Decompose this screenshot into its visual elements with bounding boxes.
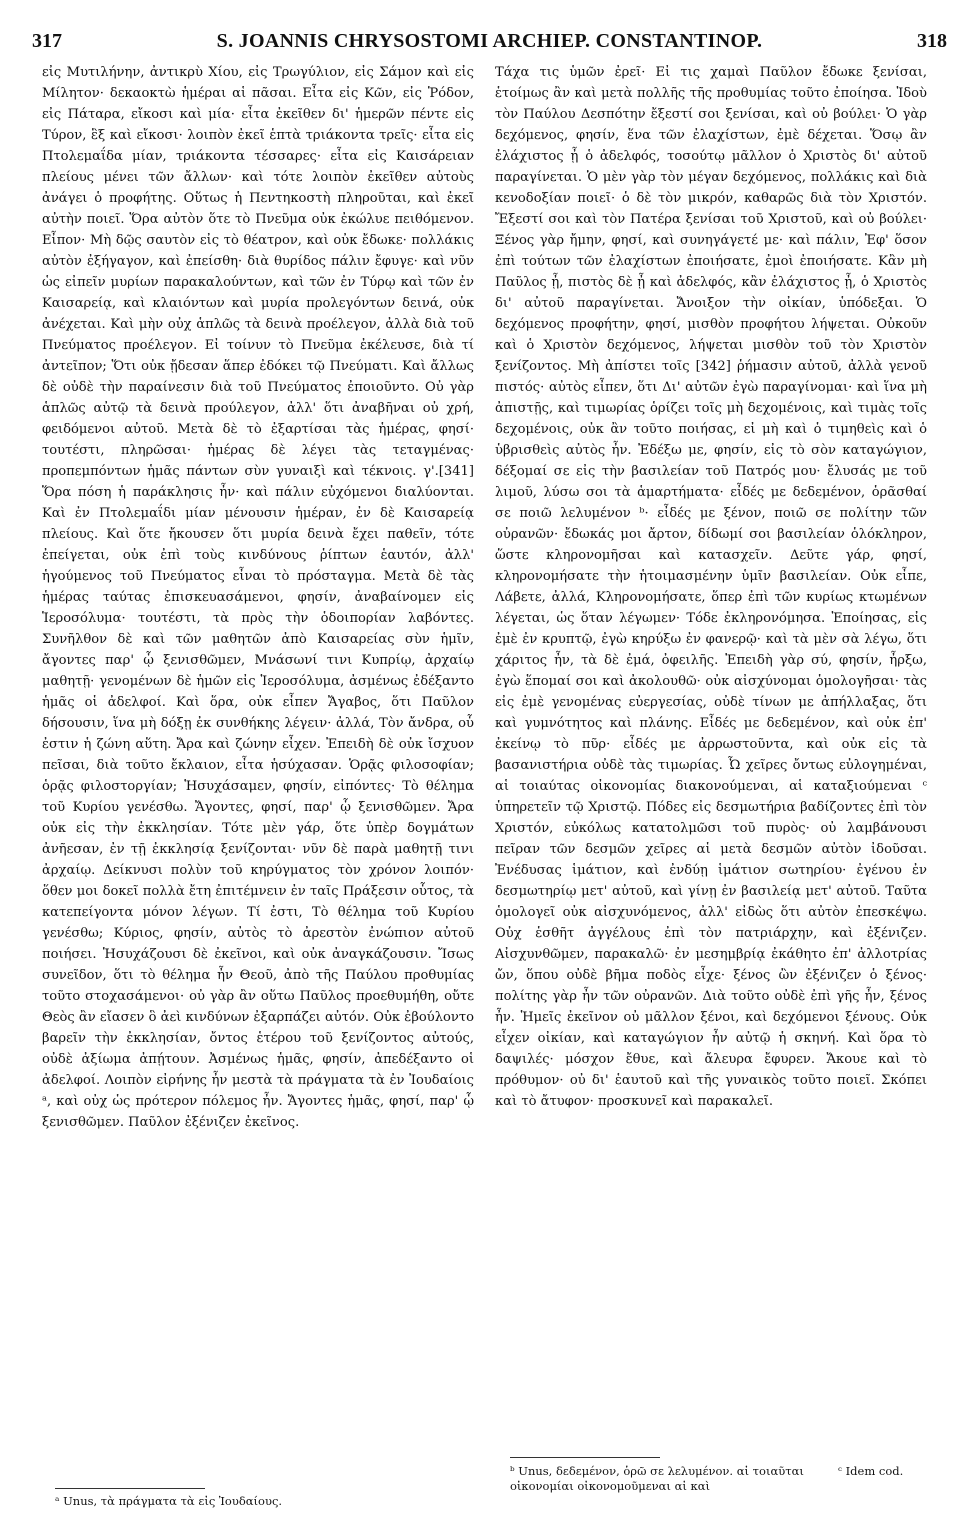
footnote-a: ᵃ Unus, τὰ πράγματα τὰ εἰς Ἰουδαίους. — [55, 1494, 283, 1508]
left-column — [42, 62, 474, 1133]
right-column — [495, 62, 927, 1112]
left-column-text: εἰς Μυτιλήνην, ἀντικρὺ Χίου, εἰς Τρωγύλιον, εἰς Σάμον καὶ εἰς Μίλητον· δεκαοκτὼ ἡμέραι αἱ πᾶσαι. Εἶτα εἰς Κῶν, εἰς Ῥόδον, εἰς Πάταρα, εἴκοσι καὶ μία· εἶτα ἐκεῖθεν δι' ἡμερῶν πέντε εἰς Τύρον, ἓξ καὶ εἴκοσι· λοιπὸν ἐκεῖ ἑπτὰ τριάκοντα τρεῖς· εἶτα εἰς Πτολεμαΐδα μίαν, τριάκοντα τέσσαρες· εἶτα εἰς Καισάρειαν πλείους μένει τῶν ἄλλων· καὶ τότε λοιπὸν ἐκεῖθεν αὐτοὺς ἀνάγει ὁ προφήτης. Οὕτως ἡ Πεντηκοστὴ πληροῦται, καὶ ἐκεῖ αὐτὴν ποιεῖ. Ὅρα αὐτὸν ὅτε τὸ Πνεῦμα οὐκ ἐκώλυε πειθόμενον. Εἶπον· Μὴ δῷς σαυτὸν εἰς τὸ θέατρον, καὶ οὐκ ἔδωκε· πολλάκις αὐτὸν ἐξήγαγον, καὶ ἐπείσθη· διὰ θυρίδος πάλιν ἔφυγε· καὶ νῦν ὡς εἰπεῖν μυρίων παρακαλούντων, καὶ τῶν ἐν Τύρῳ καὶ τῶν ἐν Καισαρείᾳ, καὶ κλαιόντων καὶ μυρία προλεγόντων δεινά, οὐκ ἀνέχεται. Καὶ μὴν οὐχ ἁπλῶς τὰ δεινὰ προέλεγον, ἀλλὰ διὰ τοῦ Πνεύματος προέλεγον. Εἰ τοίνυν τὸ Πνεῦμα ἐκέλευσε, διὰ τί ἀντεῖπον; Ὅτι οὐκ ᾔδεσαν ἅπερ ἐδόκει τῷ Πνεύματι. Καὶ ἄλλως δὲ οὐδὲ τὴν παραίνεσιν διὰ τοῦ Πνεύματος ἐποιοῦντο. Οὐ γὰρ ἁπλῶς αὐτῷ τὰ δεινὰ προύλεγον, ἀλλ' ὅτι ἀναβῆναι οὐ χρή, φειδόμενοι αὐτοῦ. Μετὰ δὲ τὸ ἐξαρτίσαι τὰς ἡμέρας, φησί· τουτέστι, πληρῶσαι· ἡμέρας δὲ λέγει τὰς τεταγμένας· προπεμπόντων ἡμᾶς πάντων σὺν γυναιξὶ καὶ τέκνοις. γ'.[341] Ὅρα πόση ἡ παράκλησις ἦν· καὶ πάλιν εὐχόμενοι διαλύονται. Καὶ ἐν Πτολεμαΐδι μίαν μένουσιν ἡμέραν, ἐν δὲ Καισαρείᾳ πλείους. Καὶ ὅτε ἤκουσεν ὅτι μυρία δεινὰ ἔχει παθεῖν, τότε ἐπείγεται, οὐκ ἐπὶ τοὺς κινδύνους ῥίπτων ἑαυτόν, ἀλλ' ἡγούμενος τοῦ Πνεύματος εἶναι τὸ πρόσταγμα. Μετὰ δὲ τὰς ἡμέρας ταύτας ἐπισκευασάμενοι, φησίν, ἀναβαίνομεν εἰς Ἱεροσόλυμα· τουτέστι, τὰ πρὸς τὴν ὁδοιπορίαν λαβόντες. Συνῆλθον δὲ καὶ τῶν μαθητῶν ἀπὸ Καισαρείας σὺν ἡμῖν, ἄγοντες παρ' ᾧ ξενισθῶμεν, Μνάσωνί τινι Κυπρίῳ, ἀρχαίῳ μαθητῇ· γενομένων δὲ ἡμῶν εἰς Ἱεροσόλυμα, ἀσμένως ἐδέξαντο ἡμᾶς οἱ ἀδελφοί. Καὶ ὅρα, οὐκ εἶπεν Ἄγαβος, ὅτι Παῦλον δήσουσιν, ἵνα μὴ δόξῃ ἐκ συνθήκης λέγειν· ἀλλά, Τὸν ἄνδρα, οὗ ἐστιν ἡ ζώνη αὕτη. Ἄρα καὶ ζώνην εἶχεν. Ἐπειδὴ δὲ οὐκ ἴσχυον πεῖσαι, διὰ τοῦτο ἔκλαιον, εἶτα ἡσύχασαν. Ὁρᾷς φιλοσοφίαν; ὁρᾷς φιλοστοργίαν; Ἡσυχάσαμεν, φησίν, εἰπόντες· Τὸ θέλημα τοῦ Κυρίου γενέσθω. Ἄγοντες, φησί, παρ' ᾧ ξενισθῶμεν. Ἄρα οὐκ εἰς τὴν ἐκκλησίαν. Τότε μὲν γάρ, ὅτε ὑπὲρ δογμάτων ἀνῆεσαν, ἐν τῇ ἐκκλησίᾳ ξενίζονται· νῦν δὲ παρὰ μαθητῇ τινι ἀρχαίῳ. Δείκνυσι πολὺν τοῦ κηρύγματος τὸν χρόνον λοιπόν· ὅθεν μοι δοκεῖ πολλὰ ἔτη ἐπιτέμνειν ἐν ταῖς Πράξεσιν οὗτος, τὰ κατεπείγοντα μόνον λέγων. Τί ἐστι, Τὸ θέλημα τοῦ Κυρίου γενέσθω; Κύριος, φησίν, αὐτὸς τὸ ἀρεστὸν ἐνώπιον αὐτοῦ ποιήσει. Ἡσυχάζουσι δὲ ἐκεῖνοι, καὶ οὐκ ἀναγκάζουσιν. Ἴσως συνεῖδον, ὅτι τὸ θέλημα ἦν Θεοῦ, ἀπὸ τῆς Παύλου προθυμίας τοῦτο στοχασάμενοι· οὐ γὰρ ἂν οὕτω Παῦλος προεθυμήθη, οὔτε Θεὸς ἂν εἴασεν ὃ ἀεὶ κινδύνων ἐξαρπάζει αὐτόν. Οὐκ ἐβούλοντο βαρεῖν τὴν ἐκκλησίαν, ὄντος ἑτέρου τοῦ ξενίζοντος αὐτούς, οὐδὲ ἀξίωμα ἀπῄτουν. Ἀσμένως ἡμᾶς, φησίν, ἀπεδέξαντο οἱ ἀδελφοί. Λοιπὸν εἰρήνης ἦν μεστὰ τὰ πράγματα τὰ ἐν Ἰουδαίοις ᵃ, καὶ οὐχ ὡς πρότερον πόλεμος ἦν. Ἄγοντες ἡμᾶς, φησί, παρ' ᾧ ξενισθῶμεν. Παῦλον ἐξένιζεν ἐκεῖνος. — [42, 65, 474, 1130]
footnote-c — [822, 1464, 942, 1479]
footnote-rule-left — [55, 1488, 205, 1489]
footnote-c-text: ᶜ Idem cod. — [838, 1464, 904, 1478]
footnote-b: ᵇ Unus, δεδεμένον, ὁρῶ σε λελυμένον. αἱ τοιαῦται οἰκονομίαι οἰκονομοῦμεναι αἱ καὶ — [510, 1464, 804, 1493]
page-number-right: 318 — [917, 30, 947, 52]
running-header — [32, 30, 947, 58]
footnote-rule-right — [510, 1457, 660, 1458]
page-number-left: 317 — [32, 30, 62, 52]
running-title: S. JOANNIS CHRYSOSTOMI ARCHIEP. CONSTANTINOP. — [216, 30, 763, 52]
right-column-text: Τάχα τις ὑμῶν ἐρεῖ· Εἰ τις χαμαὶ Παῦλον ἔδωκε ξενίσαι, ἑτοίμως ἂν καὶ μετὰ πολλῆς τῆς προθυμίας τοῦτο ἐποίησα. Ἰδοὺ τὸν Παύλου Δεσπότην ἔξεστί σοι ξενίσαι, καὶ οὐ βούλει· Ὁ γὰρ δεχόμενος, φησίν, ἕνα τῶν ἐλαχίστων, ἐμὲ δέχεται. Ὅσῳ ἂν ἐλάχιστος ᾖ ὁ ἀδελφός, τοσούτῳ μᾶλλον ὁ Χριστὸς δι' αὐτοῦ παραγίνεται. Ὁ μὲν γὰρ τὸν μέγαν δεχόμενος, πολλάκις καὶ διὰ κενοδοξίαν ποιεῖ· ὁ δὲ τὸν μικρόν, καθαρῶς διὰ τὸν Χριστόν. Ἔξεστί σοι καὶ τὸν Πατέρα ξενίσαι τοῦ Χριστοῦ, καὶ οὐ βούλει· Ξένος γὰρ ἤμην, φησί, καὶ συνηγάγετέ με· καὶ πάλιν, Ἐφ' ὅσον ἐπὶ τούτων τῶν ἐλαχίστων ἐποιήσατε, ἐμοὶ ἐποιήσατε. Κἂν μὴ Παῦλος ᾖ, πιστὸς δὲ ᾖ καὶ ἀδελφός, κἂν ἐλάχιστος ᾖ, ὁ Χριστὸς δι' αὐτοῦ παραγίνεται. Ἄνοιξον τὴν οἰκίαν, ὑπόδεξαι. Ὁ δεχόμενος προφήτην, φησί, μισθὸν προφήτου λήψεται. Οὐκοῦν καὶ ὁ Χριστὸν δεχόμενος, λήψεται μισθὸν τοῦ τὸν Χριστὸν ξενίζοντος. Μὴ ἀπίστει τοῖς [342] ῥήμασιν αὐτοῦ, ἀλλὰ γενοῦ πιστός· αὐτὸς εἶπεν, ὅτι Δι' αὐτῶν ἐγὼ παραγίνομαι· καὶ ἵνα μὴ ἀπιστῇς, καὶ τιμωρίας ὁρίζει τοῖς μὴ δεχομένοις, καὶ τιμὰς τοῖς δεχομένοις, οὐκ ἂν τοῦτο ποιήσας, εἰ μὴ καὶ ὁ τιμηθεὶς καὶ ὁ ὑβρισθεὶς αὐτὸς ἦν. Ἐδέξω με, φησίν, εἰς τὸ σὸν καταγώγιον, δέξομαί σε εἰς τὴν βασιλείαν τοῦ Πατρός μου· ἔλυσάς με τοῦ λιμοῦ, λύσω σοι τὰ ἁμαρτήματα· εἶδές με δεδεμένον, ὁρᾶσθαί σε ποιῶ λελυμένον ᵇ· εἶδές με ξένον, ποιῶ σε πολίτην τῶν οὐρανῶν· ἔδωκάς μοι ἄρτον, δίδωμί σοι βασιλείαν ὁλόκληρον, ὥστε κληρονομῆσαι καὶ κατασχεῖν. Δεῦτε γάρ, φησί, κληρονομήσατε τὴν ἡτοιμασμένην ὑμῖν βασιλείαν. Οὐκ εἶπε, Λάβετε, ἀλλά, Κληρονομήσατε, ὅπερ ἐπὶ τῶν κυρίως κτωμένων λέγεται, ὡς ὅταν λέγωμεν· Τόδε ἐκληρονόμησα. Ἐποίησας, εἰς ἐμὲ ἐν κρυπτῷ, ἐγὼ κηρύξω ἐν φανερῷ· καὶ τὰ μὲν σὰ λέγω, ὅτι χάριτος ἦν, τὰ δὲ ἐμά, ὀφειλῆς. Ἐπειδὴ γὰρ σύ, φησίν, ἦρξω, ἐγὼ ἕπομαί σοι καὶ ἀκολουθῶ· οὐκ αἰσχύνομαι ὁμολογῆσαι· τὰς εἰς ἐμὲ γενομένας εὐεργεσίας, οὐδὲ τίνων με ἀπήλλαξας, ὅτι καὶ γυμνότητος καὶ πλάνης. Εἶδές με δεδεμένον, καὶ οὐκ ἐπ' ἐκείνῳ τὸ πῦρ· εἶδές με ἀρρωστοῦντα, καὶ οὐκ εἰς τὰ βασανιστήρια οὐδὲ τὰς τιμωρίας. Ὦ χεῖρες ὄντως εὐλογημέναι, αἱ τοιαύτας οἰκονομίας διακονούμεναι, αἱ καταξιούμεναι ᶜ ὑπηρετεῖν τῷ Χριστῷ. Πόδες εἰς δεσμωτήρια βαδίζοντες ἐπὶ τὸν Χριστόν, εὐκόλως κατατολμῶσι τοῦ πυρὸς· οὐ λαμβάνουσι πεῖραν τῶν δεσμῶν χεῖρες αἱ μετὰ δεσμῶν αὐτὸν ἰδοῦσαι. Ἐνέδυσας ἱμάτιον, καὶ ἐνδύῃ ἱμάτιον σωτηρίου· ἐγένου ἐν δεσμωτηρίῳ μετ' αὐτοῦ, καὶ γίνῃ ἐν βασιλείᾳ μετ' αὐτοῦ. Ταῦτα ὁμολογεῖ οὐκ αἰσχυνόμενος, ἀλλ' εἰδὼς ὅτι αὐτὸν ἐπεσκέψω. Οὐχ ἑσθῆτ ἀγγέλους ἐπὶ τὸν πατριάρχην, καὶ ἐξένιζεν. Αἰσχυνθῶμεν, παρακαλῶ· ἐν μεσημβρίᾳ ἐκάθητο ἐπ' ἀλλοτρίας ὤν, ὅπου οὐδὲ βῆμα ποδὸς εἶχε· ξένος ὢν ἐξένιζεν ὁ ξένος· πολίτης γὰρ ἦν τῶν οὐρανῶν. Διὰ τοῦτο οὐδὲ ἐπὶ γῆς ἦν, ξένος ἦν. Ἡμεῖς ἐκεῖνον οὐ μᾶλλον ξένοι, καὶ δεχόμενοι ξένους. Οὐκ εἶχεν οἰκίαν, καὶ καταγώγιον ἦν αὐτῷ ἡ σκηνή. Καὶ ὅρα τὸ δαψιλές· μόσχον ἔθυε, καὶ ἄλευρα ἔφυρεν. Ἄκουε καὶ τὸ πρόθυμον· οὐ δι' ἑαυτοῦ καὶ τῆς γυναικὸς τοῦτο ποιεῖ. Σκόπει καὶ τὸ ἄτυφον· προσκυνεῖ καὶ παρακαλεῖ. — [495, 65, 927, 1109]
